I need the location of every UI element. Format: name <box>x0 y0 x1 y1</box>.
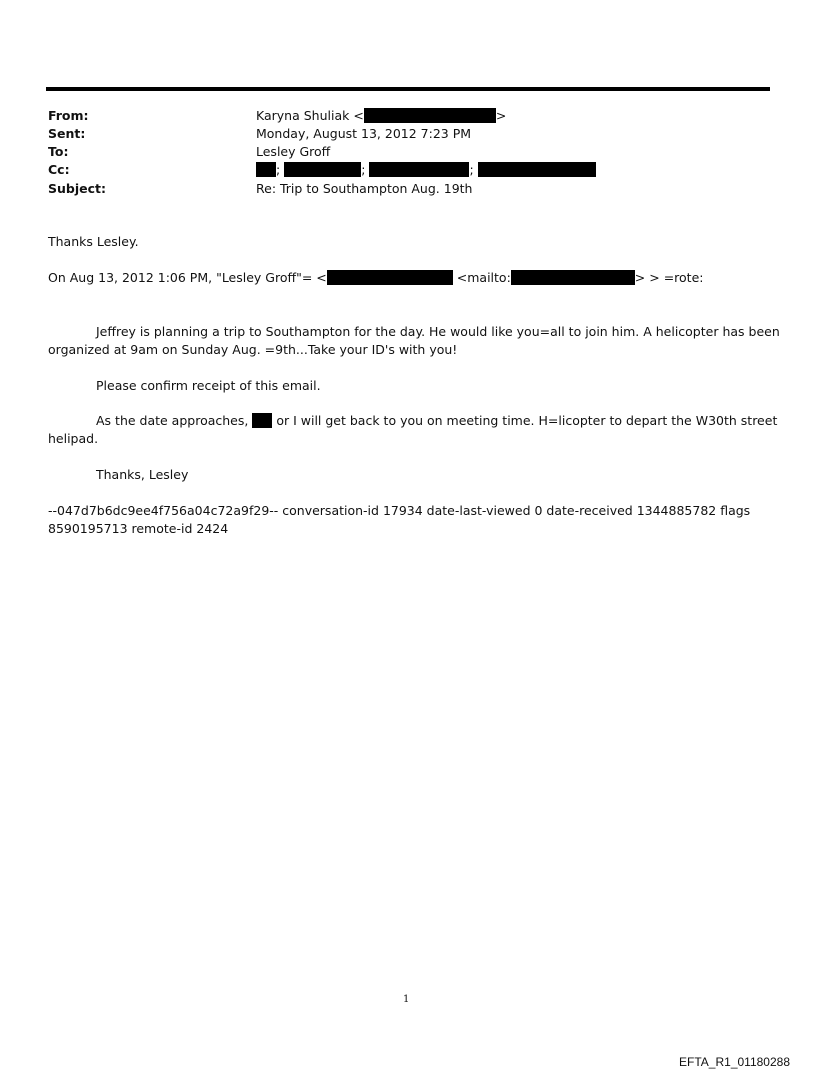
redaction-box <box>256 162 276 177</box>
sent-row <box>0 125 816 143</box>
header-divider <box>46 87 770 91</box>
redaction-box <box>478 162 596 177</box>
sent-label: Sent: <box>48 126 86 141</box>
paragraph-1-line-2: organized at 9am on Sunday Aug. =9th...Take your ID's with you! <box>48 342 458 357</box>
subject-row <box>0 180 816 198</box>
from-row <box>0 107 816 125</box>
subject-label: Subject: <box>48 181 106 196</box>
greeting: Thanks Lesley. <box>48 234 139 249</box>
redaction-box <box>364 108 496 123</box>
metadata-line-1: --047d7b6dc9ee4f756a04c72a9f29-- conversation-id 17934 date-last-viewed 0 date-received 1344885782 flags <box>48 503 751 518</box>
paragraph-3-line-2: helipad. <box>48 431 99 446</box>
cc-row <box>0 161 816 179</box>
signoff: Thanks, Lesley <box>96 467 189 482</box>
redaction-box <box>252 413 272 428</box>
paragraph-2: Please confirm receipt of this email. <box>96 378 321 393</box>
page-number: 1 <box>403 994 410 1005</box>
to-row <box>0 143 816 161</box>
from-label: From: <box>48 108 89 123</box>
redaction-box <box>327 270 453 285</box>
quote-intro: On Aug 13, 2012 1:06 PM, "Lesley Groff"= < <mailto: > > =rote: <box>48 270 704 285</box>
cc-label: Cc: <box>48 162 70 177</box>
metadata-line-2: 8590195713 remote-id 2424 <box>48 521 229 536</box>
from-value: Karyna Shuliak < > <box>256 108 507 123</box>
document-id: EFTA_R1_01180288 <box>679 1055 790 1069</box>
sent-value: Monday, August 13, 2012 7:23 PM <box>256 126 472 141</box>
to-label: To: <box>48 144 69 159</box>
to-value: Lesley Groff <box>256 144 331 159</box>
redaction-box <box>284 162 361 177</box>
paragraph-3-line-1: As the date approaches, or I will get back to you on meeting time. H=licopter to depart the W30th street <box>96 413 778 428</box>
redaction-box <box>369 162 469 177</box>
cc-value: ; ; ; <box>256 161 596 179</box>
paragraph-1-line-1: Jeffrey is planning a trip to Southampton for the day. He would like you=all to join him. A helicopter has been <box>96 324 780 339</box>
redaction-box <box>511 270 635 285</box>
subject-value: Re: Trip to Southampton Aug. 19th <box>256 181 473 196</box>
